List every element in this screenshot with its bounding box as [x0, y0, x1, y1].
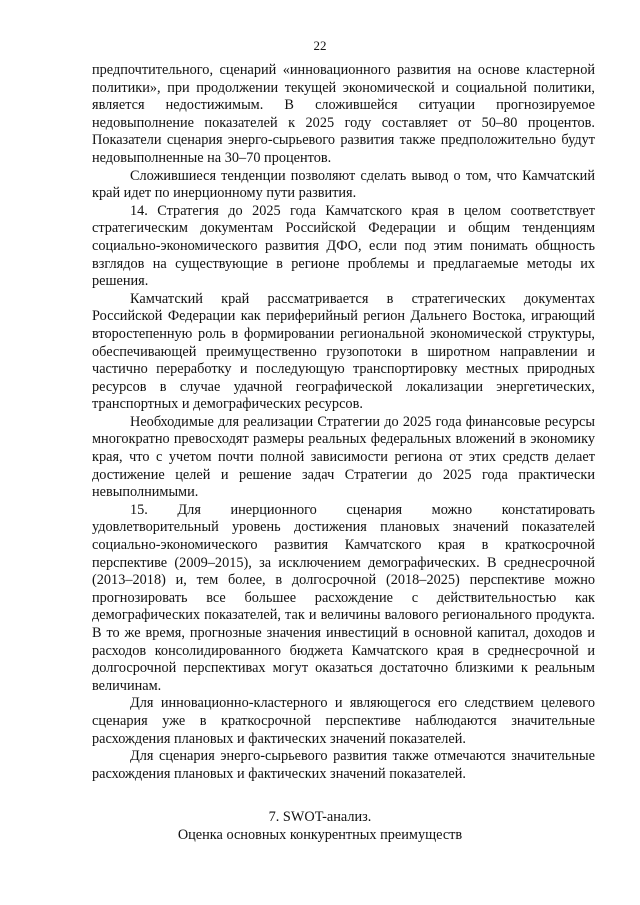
body-text — [92, 62, 595, 783]
paragraph-6: 15. Для инерционного сценария можно констатировать удовлетворительный уровень достижения плановых значений показателей социально-экономического развития Камчатского края в краткосрочной перспективе (2009–2015), за исключением демографических. В среднесрочной (2013–2018) и, тем более, в долгосрочной (2018–2025) перспективе можно прогнозировать все большее расхождение с действительностью как демографических показателей, так и величины валового регионального продукта. В то же время, прогнозные значения инвестиций в основной капитал, доходов и расходов консолидированного бюджета Камчатского края в среднесрочной и долгосрочной перспективах могут оказаться достаточно близкими к реальным величинам. — [92, 501, 595, 694]
paragraph-1: предпочтительного, сценарий «инновационного развития на основе кластерной политики», при продолжении текущей экономической и социальной политики, является недостижимым. В сложившейся ситуации прогнозируемое недовыполнение показателей к 2025 году составляет от 50–80 процентов. Показатели сценария энерго-сырьевого развития также предположительно будут недовыполненные на 30–70 процентов. — [92, 62, 595, 166]
page-number: 22 — [313, 38, 327, 53]
paragraph-4: Камчатский край рассматривается в стратегических документах Российской Федерации как периферийный регион Дальнего Востока, играющий второстепенную роль в формировании региональной экономической структуры, обеспечивающей преимущественно грузопотоки в широтном направлении и частично переработку и последующую транспортировку местных природных ресурсов в случае удачной географической локализации энергетических, транспортных и демографических ресурсов. — [92, 290, 595, 413]
paragraph-7: Для инновационно-кластерного и являющегося его следствием целевого сценария уже в краткосрочной перспективе наблюдаются значительные расхождения плановых и фактических значений показателей. — [92, 695, 595, 747]
paragraph-2: Сложившиеся тенденции позволяют сделать вывод о том, что Камчатский край идет по инерционному пути развития. — [92, 167, 595, 202]
paragraph-8: Для сценария энерго-сырьевого развития также отмечаются значительные расхождения плановых и фактических значений показателей. — [92, 748, 595, 782]
paragraph-3: 14. Стратегия до 2025 года Камчатского края в целом соответствует стратегическим документам Российской Федерации и общим тенденциям социально-экономического развития ДФО, если под этим понимать общность взглядов на существующие в регионе проблемы и предлагаемые методы их решения. — [92, 202, 595, 290]
section-heading-subtitle: Оценка основных конкурентных преимуществ — [177, 827, 463, 843]
paragraph-5: Необходимые для реализации Стратегии до 2025 года финансовые ресурсы многократно превосходят размеры реальных федеральных вложений в экономику края, что с учетом почти полной зависимости региона от этих средств делает достижение целей и решение задач Стратегии до 2025 года практически невыполнимыми. — [92, 413, 595, 501]
section-heading-title: 7. SWOT-анализ. — [268, 809, 372, 825]
